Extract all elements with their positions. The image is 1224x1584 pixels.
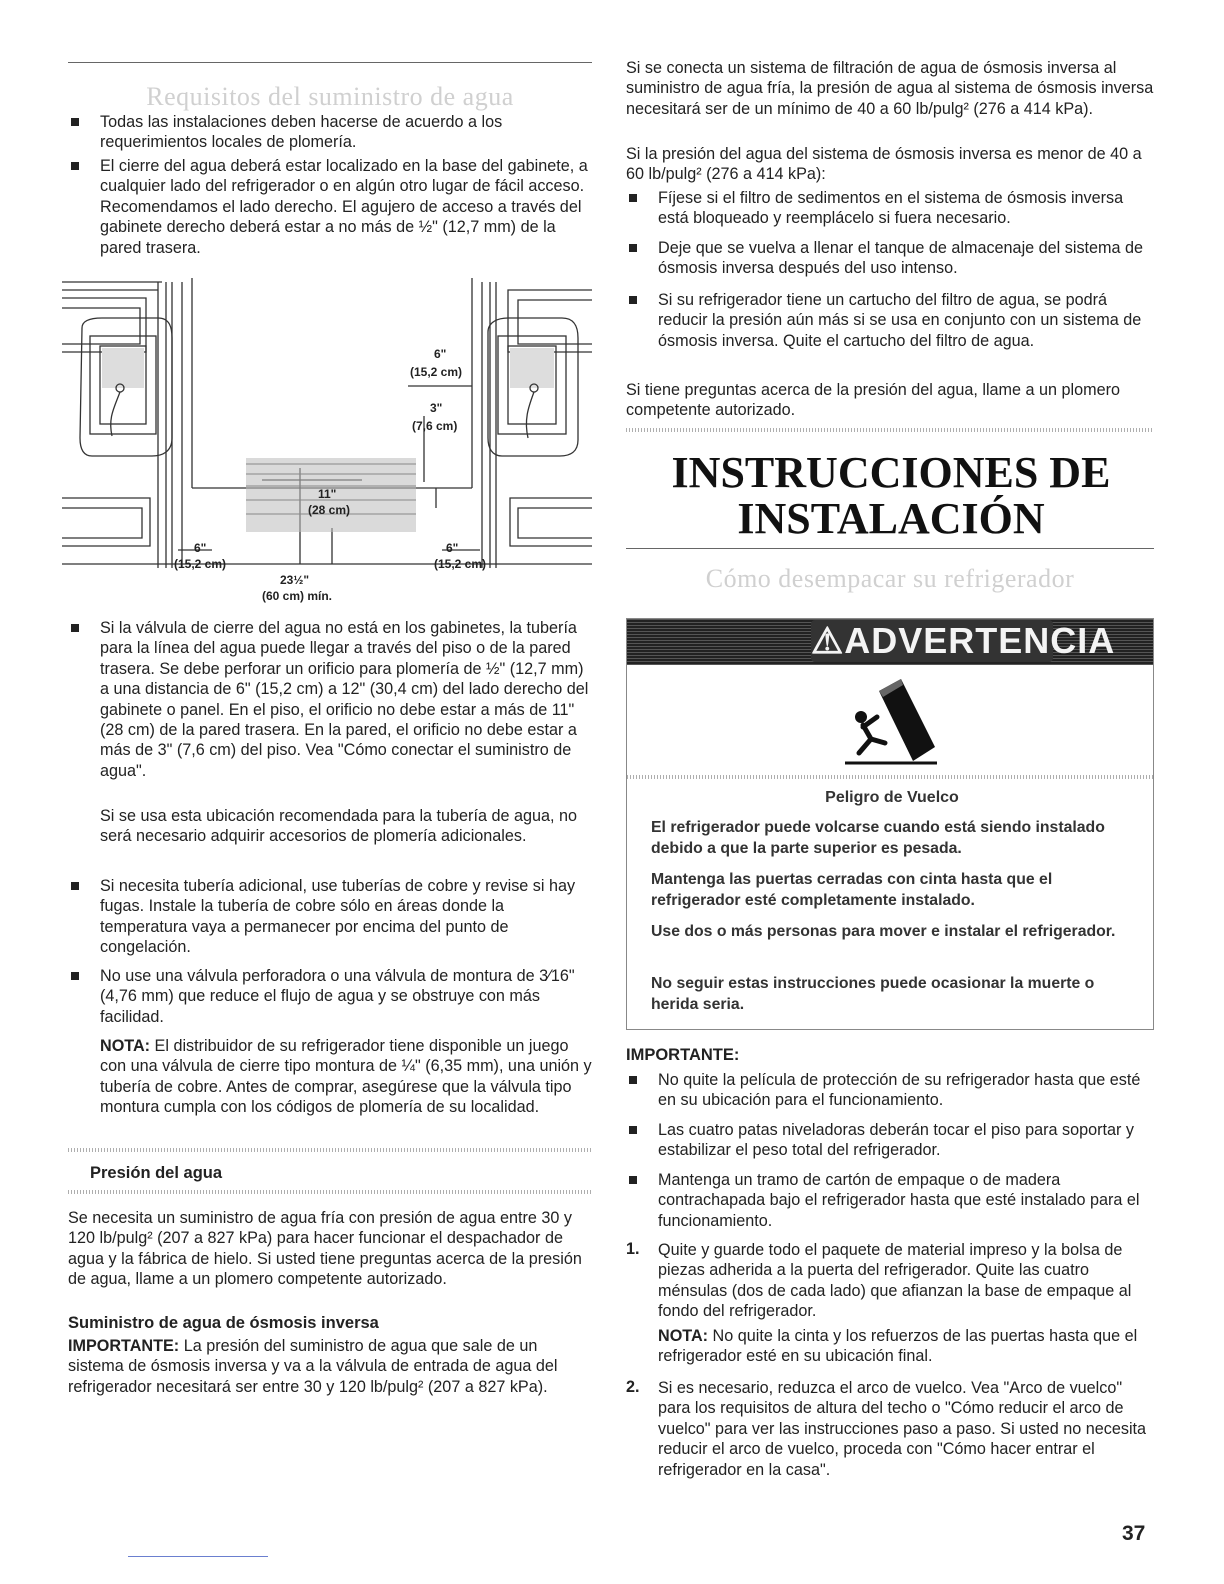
step-text: Quite y guarde todo el paquete de material impreso y la bolsa de piezas adherida a la puerta del refrigerador. Quite las cuatro ménsulas (dos de cada lado) que afianzan la base de empaque al fondo del refrigerador.: [658, 1241, 1132, 1321]
page-number: 37: [1122, 1522, 1146, 1545]
paragraph: Si se conecta un sistema de filtración de agua de ósmosis inversa al suministro de agua fría, la presión de agua al sistema de ósmosis inversa necesitará ser de un mínimo de 40 a 60 lb/pulg² (276 a 414 kPa).: [626, 59, 1154, 118]
warning-text: Mantenga las puertas cerradas con cinta hasta que el refrigerador esté completamente instalado.: [651, 871, 1053, 909]
list-item: [68, 618, 592, 781]
step-text: Si es necesario, reduzca el arco de vuelco. Vea "Arco de vuelco" para los requisitos de altura del techo o "Cómo reducir el arco de vuelco" para ver las instrucciones paso a paso. Si usted no necesita reducir el arco de vuelco, proceda con "Cómo hacer entrar el refrigerador en la casa".: [658, 1379, 1147, 1479]
warning-text: El refrigerador puede volcarse cuando está siendo instalado debido a que la parte superior es pesada.: [651, 819, 1105, 857]
important-text: La presión del suministro de agua que sale de un sistema de ósmosis inversa y va a la válvula de entrada de agua del refrigerador necesitará ser entre 30 y 120 lb/pulg² (207 a 827 kPa).: [68, 1337, 558, 1396]
dotted-rule: [68, 1148, 592, 1152]
list-item-text: Las cuatro patas niveladoras deberán tocar el piso para soportar y estabilizar el peso total del refrigerador.: [658, 1121, 1135, 1160]
list-item-text: Todas las instalaciones deben hacerse de acuerdo a los requerimientos locales de plomería.: [100, 113, 503, 152]
dim-label: (60 cm) mín.: [262, 589, 333, 603]
paragraph: Si la presión del agua del sistema de ósmosis inversa es menor de 40 a 60 lb/pulg² (276 a 414 kPa):: [626, 145, 1142, 184]
list-item: [68, 966, 592, 1027]
dim-label: 6": [446, 541, 459, 555]
list-item-text: Deje que se vuelva a llenar el tanque de almacenaje del sistema de ósmosis inversa después del uso intenso.: [658, 239, 1144, 278]
warning-text: No seguir estas instrucciones puede ocasionar la muerte o herida seria.: [651, 975, 1095, 1013]
warning-banner-text: ADVERTENCIA: [844, 620, 1116, 661]
step-number: 1.: [626, 1240, 640, 1258]
warning-banner: [627, 619, 1153, 665]
paragraph: Si tiene preguntas acerca de la presión del agua, llame a un plomero competente autorizado.: [626, 381, 1121, 420]
paragraph: [68, 1336, 592, 1397]
dim-label: (15,2 cm): [174, 557, 227, 571]
bullet-icon: [629, 296, 637, 304]
dim-label: (28 cm): [308, 503, 351, 517]
dim-label: (15,2 cm): [410, 365, 463, 379]
warning-box: [626, 618, 1154, 1030]
water-line-location-diagram: [62, 268, 592, 608]
bullet-icon: [71, 162, 79, 170]
page-title-line2: INSTALACIÓN: [737, 494, 1045, 543]
section-rule: [68, 62, 592, 63]
dotted-rule: [627, 775, 1153, 779]
list-item: [68, 112, 592, 153]
bullet-icon: [71, 972, 79, 980]
dim-label: 3": [430, 401, 443, 415]
dim-label: (7,6 cm): [412, 419, 458, 433]
step-number: 2.: [626, 1378, 640, 1396]
bullet-icon: [629, 1076, 637, 1084]
list-item-text: Si su refrigerador tiene un cartucho del filtro de agua, se podrá reducir la presión aún más si se usa en conjunto con un sistema de ósmosis inversa. Quite el cartucho del filtro de agua.: [658, 291, 1142, 350]
list-item-text: No quite la película de protección de su refrigerador hasta que esté en su ubicación para el funcionamiento.: [658, 1071, 1141, 1110]
note-text: El distribuidor de su refrigerador tiene disponible un juego con una válvula de cierre tipo montura de ¼" (6,35 mm), una unión y tubería de cobre. Antes de comprar, asegúrese que la válvula tipo montura cumpla con los códigos de plomería de su localidad.: [100, 1037, 592, 1117]
list-item: [626, 188, 1156, 229]
dim-label: (15,2 cm): [434, 557, 487, 571]
list-item-text: No use una válvula perforadora o una válvula de montura de 3⁄16" (4,76 mm) que reduce el flujo de agua y se obstruye con más facilidad.: [100, 967, 575, 1026]
list-item: [626, 1120, 1156, 1161]
list-item-text: El cierre del agua deberá estar localizado en la base del gabinete, a cualquier lado del refrigerador o en algún otro lugar de fácil acceso. Recomendamos el lado derecho. El agujero de acceso a través del gabinete derecho deberá estar a no más de ½" (12,7 mm) de la pared trasera.: [100, 157, 588, 257]
section-title: Requisitos del suministro de agua: [146, 82, 514, 111]
list-item-text: Mantenga un tramo de cartón de empaque o de madera contrachapada bajo el refrigerador hasta que esté instalado para el funcionamiento.: [658, 1171, 1140, 1230]
note-label: NOTA:: [100, 1037, 151, 1055]
list-item-text: Fíjese si el filtro de sedimentos en el sistema de ósmosis inversa está bloqueado y reemplácelo si fuera necesario.: [658, 189, 1124, 228]
section-title: Cómo desempacar su refrigerador: [705, 564, 1075, 593]
note-paragraph: [100, 1036, 592, 1118]
note-label: NOTA:: [658, 1327, 709, 1345]
bullet-icon: [629, 244, 637, 252]
bullet-icon: [629, 194, 637, 202]
paragraph: Se necesita un suministro de agua fría con presión de agua entre 30 y 120 lb/pulg² (207 a 827 kPa) para hacer funcionar el despachador de agua y la fábrica de hielo. Si usted tiene preguntas acerca de la presión de agua, llame a un plomero competente autorizado.: [68, 1209, 582, 1289]
section-rule: [626, 548, 1154, 549]
note-paragraph: [658, 1326, 1156, 1367]
list-item: [626, 1070, 1156, 1111]
dim-label: 23½": [280, 573, 310, 587]
list-item-text: Si la válvula de cierre del agua no está en los gabinetes, la tubería para la línea del agua puede llegar a través del piso o de la pared trasera. Se debe perforar un orificio para plomería de ½" (12,7 mm) a una distancia de 6" (15,2 cm) a 12" (30,4 cm) del lado derecho del gabinete o panel. En el piso, el orificio no debe estar a más de 11" (28 cm) de la pared trasera. En la pared, el orificio no debe estar a más de 3" (7,6 cm) del piso. Vea "Cómo conectar el suministro de agua".: [100, 619, 589, 780]
bullet-icon: [71, 882, 79, 890]
list-item: [68, 156, 592, 258]
hazard-title: Peligro de Vuelco: [825, 789, 959, 806]
list-item: [626, 1170, 1156, 1231]
footer-rule: [128, 1556, 268, 1557]
subsection-heading: Suministro de agua de ósmosis inversa: [68, 1314, 379, 1332]
important-heading: IMPORTANTE:: [626, 1046, 740, 1064]
dotted-rule: [68, 1190, 592, 1194]
subsection-heading: Presión del agua: [90, 1164, 223, 1182]
tip-over-hazard-icon: [841, 677, 941, 769]
dotted-rule: [626, 428, 1154, 432]
bullet-icon: [71, 118, 79, 126]
list-item-text: Si necesita tubería adicional, use tuberías de cobre y revise si hay fugas. Instale la tubería de cobre sólo en áreas donde la temperatura vaya a permanecer por encima del punto de congelación.: [100, 877, 576, 957]
dim-label: 11": [318, 487, 337, 501]
dim-label: 6": [434, 347, 447, 361]
list-item: [626, 238, 1156, 279]
page-title-line1: INSTRUCCIONES DE: [671, 448, 1111, 497]
list-item: [68, 876, 592, 958]
warning-pill: [811, 620, 1116, 662]
warning-triangle-icon: ⚠: [811, 620, 845, 661]
bullet-icon: [629, 1176, 637, 1184]
dim-label: 6": [194, 541, 207, 555]
list-item: [626, 290, 1156, 351]
important-label: IMPORTANTE:: [68, 1337, 180, 1355]
warning-text: Use dos o más personas para mover e instalar el refrigerador.: [651, 923, 1116, 940]
bullet-icon: [71, 624, 79, 632]
bullet-icon: [629, 1126, 637, 1134]
note-text: No quite la cinta y los refuerzos de las puertas hasta que el refrigerador esté en su ubicación final.: [658, 1327, 1138, 1366]
paragraph: Si se usa esta ubicación recomendada para la tubería de agua, no será necesario adquirir accesorios de plomería adicionales.: [100, 807, 577, 846]
